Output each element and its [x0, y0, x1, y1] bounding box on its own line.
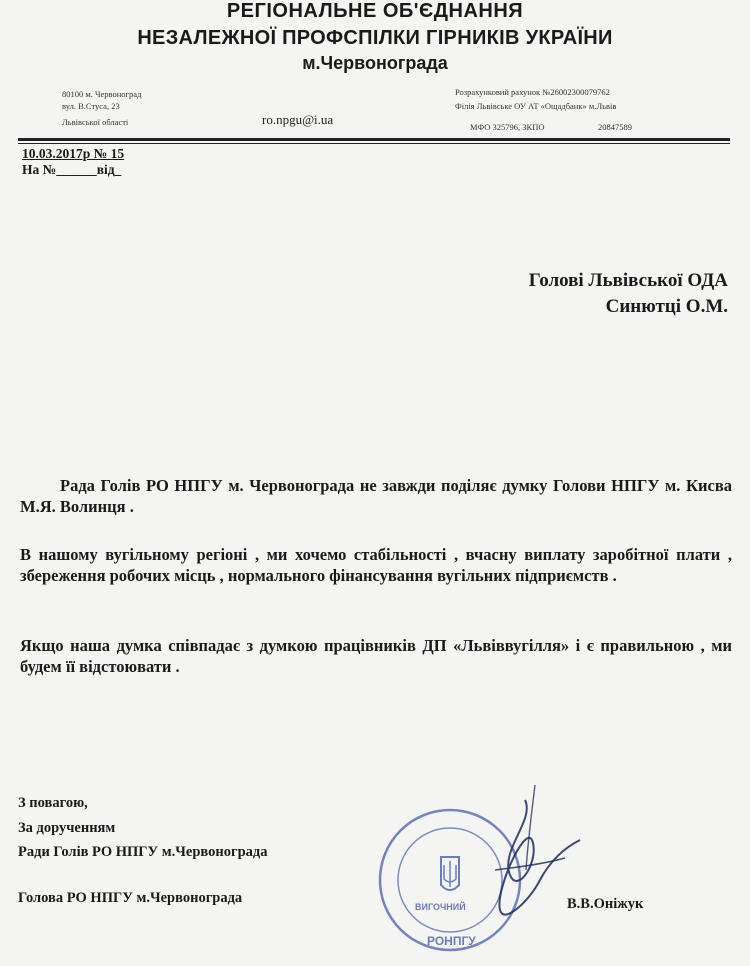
letter-date-number: 10.03.2017р № 15 [22, 146, 125, 161]
addressee-line2: Синютці О.М. [605, 296, 728, 317]
address-line2: вул. В.Стуса, 23 [62, 101, 120, 111]
org-name-line1: РЕГІОНАЛЬНЕ ОБ'ЄДНАННЯ [226, 0, 524, 22]
header-rule-thin [18, 143, 730, 144]
body-paragraph-3: Якщо наша думка співпадає з думкою працівників ДП «Львіввугілля» і є правильною , ми будем її відстоювати . [20, 636, 732, 676]
closing-on-behalf: За дорученням [18, 820, 116, 836]
addressee-line1: Голові Львівської ОДА [528, 270, 728, 291]
stamp-text: РОНПГУ [427, 934, 476, 948]
closing-council: Ради Голів РО НПГУ м.Червонограда [18, 844, 268, 860]
body-paragraph-1: Рада Голів РО НПГУ м. Червонограда не завжди поділяє думку Голови НПГУ м. Кисва М.Я. Волинця . [20, 476, 732, 516]
org-name-line2: НЕЗАЛЕЖНОЇ ПРОФСПІЛКИ ГІРНИКІВ УКРАЇНИ [137, 27, 613, 49]
svg-text:ВИГОЧНИЙ: ВИГОЧНИЙ [415, 902, 466, 912]
signer-position: Голова РО НПГУ м.Червонограда [18, 890, 243, 906]
body-paragraph-2: В нашому вугільному регіоні , ми хочемо стабільності , вчасну виплату заробітної плати , збереження робочих місць , нормального фінансування вугільних підприємств . [20, 545, 732, 585]
bank-code: 20847589 [598, 122, 632, 132]
bank-mfo: МФО 325796, ЗКПО [470, 122, 545, 132]
handwritten-signature [440, 780, 610, 930]
header-rule-thick [18, 138, 730, 141]
closing-regards: З повагою, [18, 795, 88, 811]
signer-name: В.В.Оніжук [567, 896, 644, 912]
bank-account: Розрахунковий рахунок №26002300079762 [455, 87, 610, 97]
reply-reference: На №______від_ [22, 162, 122, 177]
address-line1: 80100 м. Червоноград [62, 89, 142, 99]
org-city: м.Червонограда [302, 53, 448, 73]
email: ro.npgu@i.ua [262, 112, 334, 127]
bank-branch: Філія Львівське ОУ АТ «Ощадбанк» м.Львів [455, 101, 617, 111]
address-line3: Львівської області [62, 117, 129, 127]
